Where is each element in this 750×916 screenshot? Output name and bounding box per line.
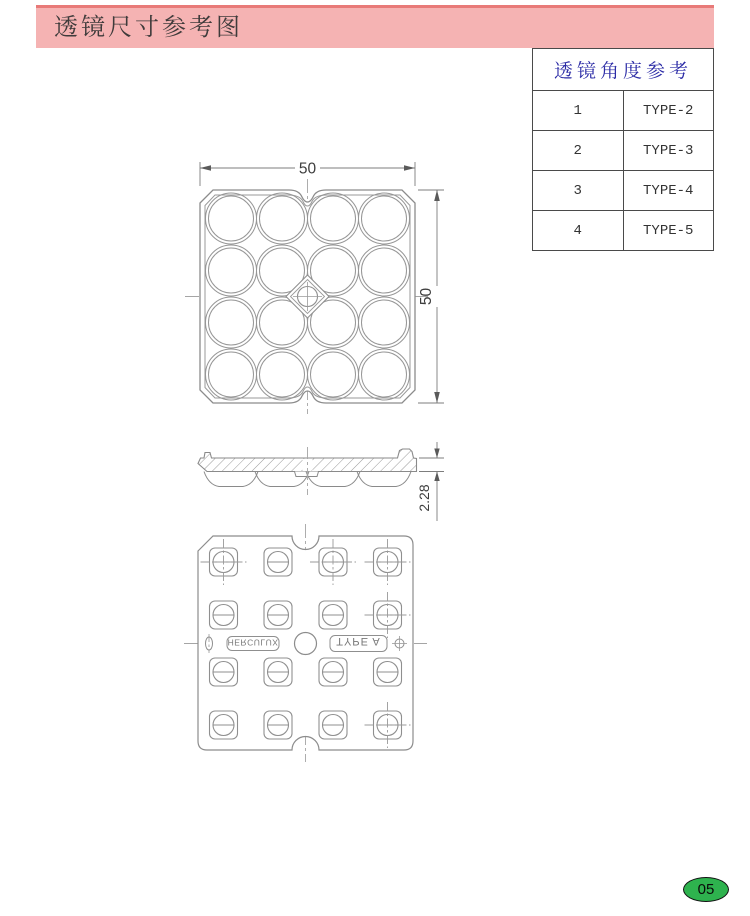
page-number: 05: [697, 881, 715, 898]
right-height-dimension: 50: [418, 287, 435, 306]
type-value: TYPE-5: [623, 211, 714, 251]
brand-marking-text: HERCULUX: [227, 637, 279, 648]
side-view-drawing: [198, 442, 444, 521]
row-number: 1: [533, 91, 624, 131]
type-marking-text: TYPE A: [336, 635, 381, 647]
thickness-dimension: 2.28: [416, 484, 432, 512]
page-number-badge: [683, 877, 729, 902]
top-width-dimension: 50: [298, 160, 317, 178]
type-value: TYPE-4: [623, 171, 714, 211]
row-number: 2: [533, 131, 624, 171]
type-value: TYPE-3: [623, 131, 714, 171]
bottom-view-drawing: [184, 524, 427, 762]
row-number: 4: [533, 211, 624, 251]
type-value: TYPE-2: [623, 91, 714, 131]
top-view-drawing: [185, 161, 444, 415]
row-number: 3: [533, 171, 624, 211]
table-title: 透镜角度参考: [533, 49, 714, 91]
page-title: 透镜尺寸参考图: [54, 15, 243, 41]
